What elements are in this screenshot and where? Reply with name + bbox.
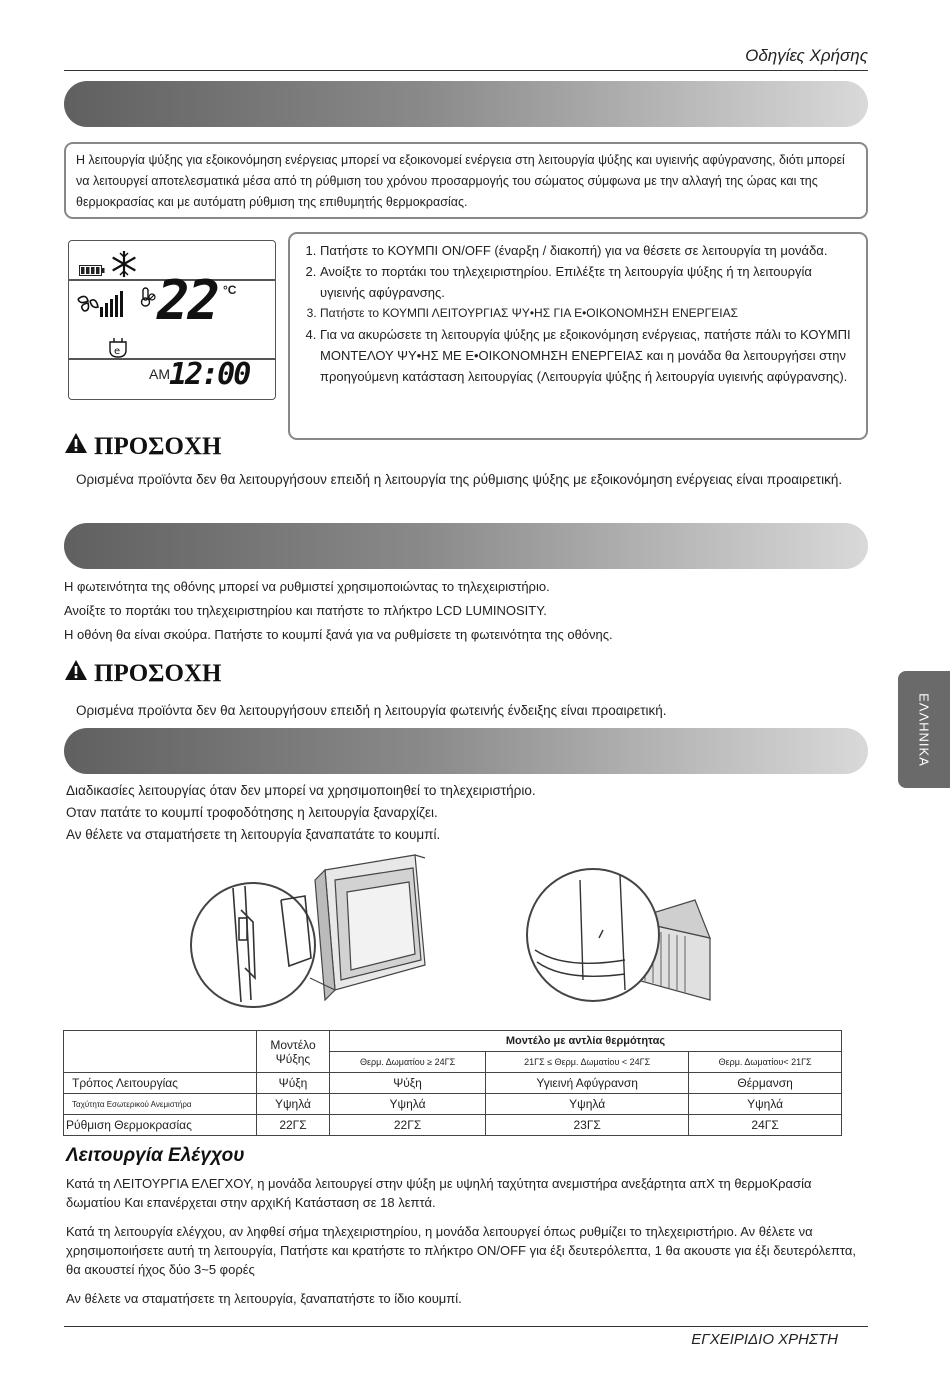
fan-speed-icon — [74, 289, 128, 328]
header-rule — [64, 70, 868, 71]
table-cell: 24ΓΣ — [689, 1115, 842, 1136]
lcd-display — [68, 240, 276, 400]
section-bar-luminosity — [64, 523, 868, 569]
forced-line: Οταν πατάτε το κουμπί τροφοδότησης η λειτουργία ξαναρχίζει. — [66, 805, 438, 820]
table-subheader: Θερμ. Δωματίου< 21ΓΣ — [689, 1052, 842, 1073]
lcd-ampm: AM — [149, 366, 170, 382]
warning-text: Ορισμένα προϊόντα δεν θα λειτουργήσουν επειδή η λειτουργία της ρύθμισης ψύξης με εξοικονόμηση ενέργειας είναι προαιρετική. — [76, 472, 843, 487]
warning-text: Ορισμένα προϊόντα δεν θα λειτουργήσουν επειδή η λειτουργία φωτεινής ένδειξης είναι προαιρετική. — [76, 703, 667, 718]
energy-saving-intro: Η λειτουργία ψύξης για εξοικονόμηση ενέργειας μπορεί να εξοικονομεί ενέργεια στη λειτουργία ψύξης και υγιεινής αφύγρανσης, διότι μπορεί να λειτουργεί αποτελεσματικά μέσα από τη ρύθμιση του χρόνου προσαρμογής του σώματος σύμφωνα με την αλλαγή της ώρας και της θερμοκρασίας και με αυτόματη ρύθμιση της επιθυμητής θερμοκρασίας. — [64, 142, 868, 219]
check-operation-heading: Λειτουργία Ελέγχου — [66, 1145, 245, 1166]
check-operation-text — [66, 1174, 856, 1308]
table-cell: Ψύξη — [257, 1073, 330, 1094]
luminosity-line: Ανοίξτε το πορτάκι του τηλεχειριστηρίου και πατήστε το πλήκτρο LCD LUMINOSITY. — [64, 603, 547, 618]
table-row — [64, 1094, 842, 1115]
table-row-label: Τρόπος Λειτουργίας — [64, 1073, 257, 1094]
table-cell: Υψηλά — [257, 1094, 330, 1115]
section-bar-forced-operation — [64, 728, 868, 774]
table-header-heatpump: Μοντέλο με αντλία θερμότητας — [330, 1031, 842, 1052]
table-cell: Ψύξη — [330, 1073, 486, 1094]
step-item: 2. Ανοίξτε το πορτάκι του τηλεχειριστηρίου. Επιλέξτε τη λειτουργία ψύξης ή τη λειτουργία υγιεινής αφύγρανσης. — [320, 261, 856, 303]
table-corner — [64, 1031, 257, 1073]
section-bar-energy-saving — [64, 81, 868, 127]
footer-rule — [64, 1326, 868, 1327]
table-cell: 22ΓΣ — [330, 1115, 486, 1136]
lcd-temperature: 22 — [157, 269, 219, 332]
table-row-label: Ρύθμιση Θερμοκρασίας — [64, 1115, 257, 1136]
footer-title: ΕΓΧΕΙΡΙΔΙΟ ΧΡΗΣΤΗ — [691, 1331, 838, 1348]
table-subheader: 21ΓΣ ≤ Θερμ. Δωματίου < 24ΓΣ — [486, 1052, 689, 1073]
luminosity-text — [64, 575, 864, 647]
lcd-time: 12:00 — [169, 357, 250, 392]
warning-heading: ΠΡΟΣΟΧΗ — [64, 659, 221, 688]
check-para: Αν θέλετε να σταματήσετε τη λειτουργία, ξαναπατήστε το ίδιο κουμπί. — [66, 1291, 462, 1306]
table-cell: 23ΓΣ — [486, 1115, 689, 1136]
table-cell: 22ΓΣ — [257, 1115, 330, 1136]
table-cell: Υψηλά — [330, 1094, 486, 1115]
indoor-unit-illustration-right — [525, 850, 725, 1025]
table-cell: Θέρμανση — [689, 1073, 842, 1094]
forced-operation-table — [63, 1030, 842, 1136]
energy-saving-steps — [288, 232, 868, 440]
table-cell: Υψηλά — [486, 1094, 689, 1115]
warning-icon — [64, 659, 88, 688]
forced-operation-text — [66, 780, 866, 846]
step-item: 3. Πατήστε το ΚΟΥΜΠΙ ΛΕΙΤΟΥΡΓΙΑΣ ΨΥ•ΗΣ ΓΙΑ Ε•ΟΙΚΟΝΟΜΗΣΗ ΕΝΕΡΓΕΙΑΣ — [320, 303, 856, 324]
table-cell: Υψηλά — [689, 1094, 842, 1115]
luminosity-line: Η φωτεινότητα της οθόνης μπορεί να ρυθμιστεί χρησιμοποιώντας το τηλεχειριστήριο. — [64, 579, 550, 594]
luminosity-line: Η οθόνη θα είναι σκούρα. Πατήστε το κουμπί ξανά για να ρυθμίσετε τη φωτεινότητα της οθόνης. — [64, 627, 613, 642]
language-tab[interactable]: ΕΛΛΗΝΙΚΑ — [898, 671, 950, 788]
warning-heading: ΠΡΟΣΟΧΗ — [64, 432, 221, 461]
step-item: 4. Για να ακυρώσετε τη λειτουργία ψύξης με εξοικονόμηση ενέργειας, πατήστε πάλι το ΚΟΥΜΠΙ ΜΟΝΤΕΛΟΥ ΨΥ•ΗΣ ΜΕ Ε•ΟΙΚΟΝΟΜΗΣΗ ΕΝΕΡΓΕΙΑΣ και η μονάδα θα λειτουργήσει στην προηγούμενη κατάσταση λειτουργίας (Λειτουργία ψύξης ή λειτουργία υγιεινής αφύγρανσης). — [320, 324, 856, 387]
energy-saving-icon — [107, 337, 129, 364]
table-cell: Υγιεινή Αφύγρανση — [486, 1073, 689, 1094]
indoor-unit-illustration-left — [185, 850, 445, 1025]
table-row-label: Ταχύτητα Εσωτερικού Ανεμιστήρα — [64, 1094, 257, 1115]
warning-icon — [64, 432, 88, 461]
check-para: Κατά τη ΛΕΙΤΟΥΡΓΙΑ ΕΛΕΓΧΟΥ, η μονάδα λειτουργεί στην ψύξη με υψηλή ταχύτητα ανεμιστήρα ανεξάρτητα απΧ τη θερμοΚρασία δωματίου Και επανέρχεται στην αρχιΚή Κατάσταση σε 18 λεπτά. — [66, 1176, 812, 1210]
lcd-temp-unit: °C — [223, 283, 237, 297]
table-row — [64, 1073, 842, 1094]
table-subheader: Θερμ. Δωματίου ≥ 24ΓΣ — [330, 1052, 486, 1073]
table-header-cool: Μοντέλο Ψύξης — [257, 1031, 330, 1073]
forced-line: Αν θέλετε να σταματήσετε τη λειτουργία ξαναπατάτε το κουμπί. — [66, 827, 441, 842]
step-item: 1. Πατήστε το ΚΟΥΜΠΙ ON/OFF (έναρξη / διακοπή) για να θέσετε σε λειτουργία τη μονάδα. — [320, 240, 856, 261]
table-row — [64, 1115, 842, 1136]
header-title: Οδηγίες Χρήσης — [745, 46, 868, 65]
svg-text:e: e — [114, 346, 121, 357]
check-para: Κατά τη λειτουργία ελέγχου, αν ληφθεί σήμα τηλεχειριστηρίου, η μονάδα λειτουργεί όπως ρυθμίζει το τηλεχειριστήριο. Αν θέλετε να χρησιμοποιήσετε αυτή τη λειτουργία, Πατήστε και κρατήστε το πλήκτρο ON/OFF για έξι δευτερόλεπτα, 1 θα ακουστε για έξι δευτερόλεπτα, θα ακουστεί ήχος δύο 3~5 φορές — [66, 1224, 857, 1277]
forced-line: Διαδικασίες λειτουργίας όταν δεν μπορεί να χρησιμοποιηθεί το τηλεχειριστήριο. — [66, 783, 536, 798]
thermometer-icon — [139, 286, 157, 313]
